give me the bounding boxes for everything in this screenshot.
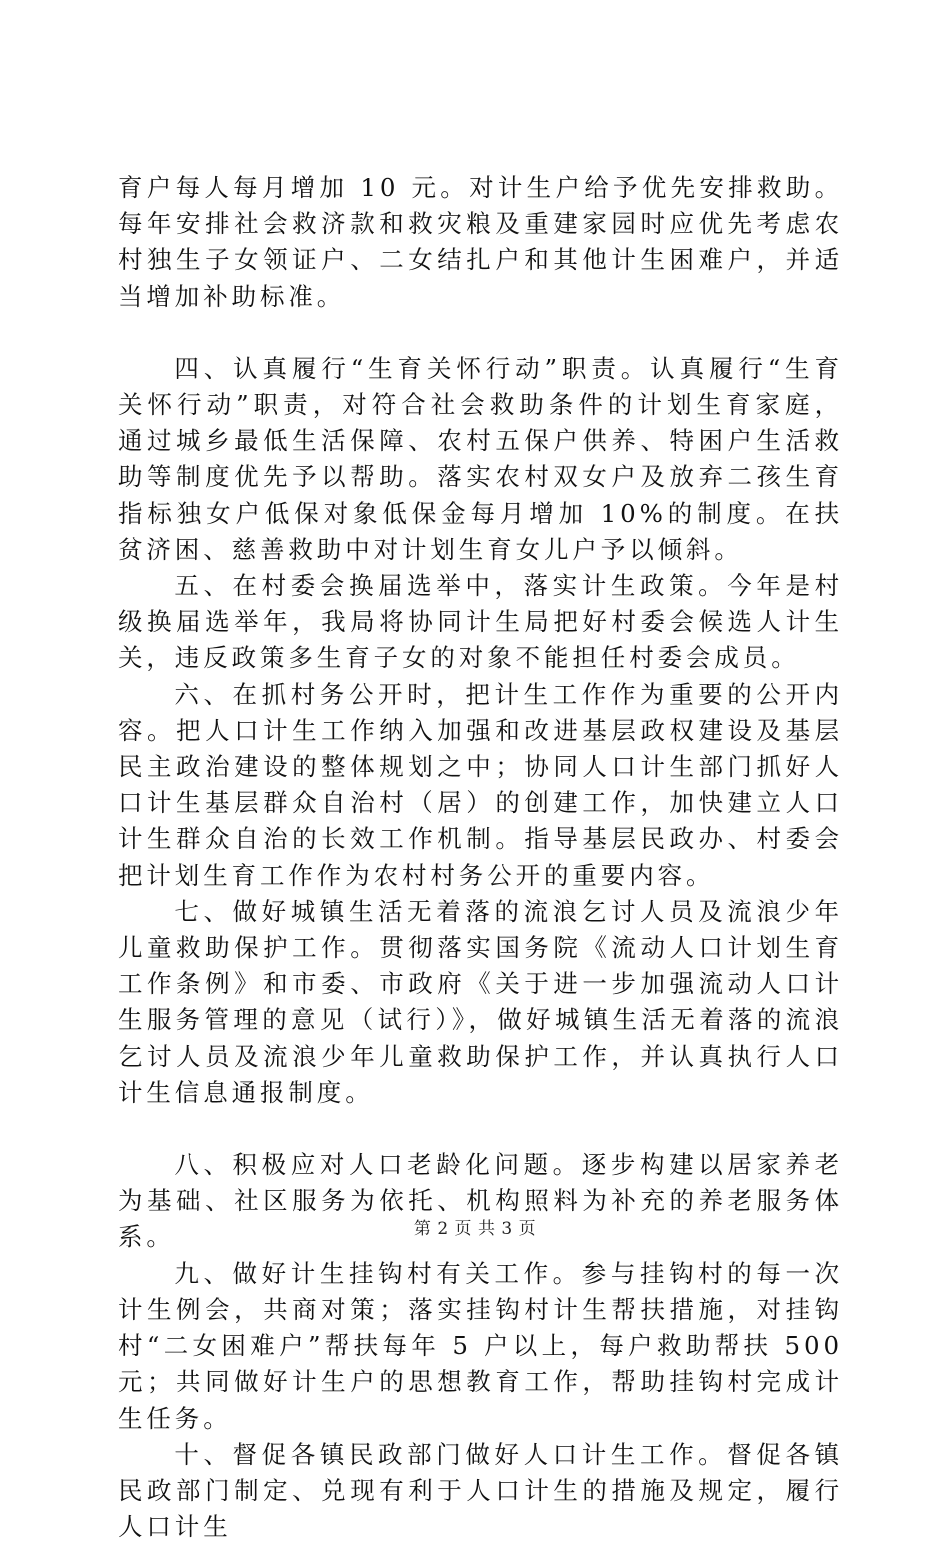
paragraph-gap xyxy=(118,315,843,351)
paragraph-item-4: 四、认真履行“生育关怀行动”职责。认真履行“生育关怀行动”职责，对符合社会救助条件的计划生育家庭，通过城乡最低生活保障、农村五保户供养、特困户生活救助等制度优先予以帮助。落实农村双女户及放弃二孩生育指标独女户低保对象低保金每月增加 10%的制度。在扶贫济困、慈善救助中对计划生育女儿户予以倾斜。 xyxy=(118,353,843,564)
paragraph-item-6: 六、在抓村务公开时，把计生工作作为重要的公开内容。把人口计生工作纳入加强和改进基层政权建设及基层民主政治建设的整体规划之中；协同人口计生部门抓好人口计生基层群众自治村（居）的创建工作，加快建立人口计生群众自治的长效工作机制。指导基层民政办、村委会把计划生育工作作为农村村务公开的重要内容。 xyxy=(118,679,843,890)
paragraph-gap xyxy=(118,1111,843,1147)
paragraph-item-8: 八、积极应对人口老龄化问题。逐步构建以居家养老为基础、社区服务为依托、机构照料为补充的养老服务体系。 xyxy=(118,1150,843,1252)
document-body xyxy=(118,170,843,1545)
paragraph-item-7: 七、做好城镇生活无着落的流浪乞讨人员及流浪少年儿童救助保护工作。贯彻落实国务院《流动人口计划生育工作条例》和市委、市政府《关于进一步加强流动人口计生服务管理的意见（试行）》，做好城镇生活无着落的流浪乞讨人员及流浪少年儿童救助保护工作，并认真执行人口计生信息通报制度。 xyxy=(118,896,843,1107)
paragraph-continuation: 育户每人每月增加 10 元。对计生户给予优先安排救助。每年安排社会救济款和救灾粮及重建家园时应优先考虑农村独生子女领证户、二女结扎户和其他计生困难户，并适当增加补助标准。 xyxy=(118,173,843,311)
paragraph-item-10: 十、督促各镇民政部门做好人口计生工作。督促各镇民政部门制定、兑现有利于人口计生的措施及规定，履行人口计生 xyxy=(118,1439,843,1542)
page-footer: 第 2 页 共 3 页 xyxy=(413,1219,537,1239)
paragraph-item-5: 五、在村委会换届选举中，落实计生政策。今年是村级换届选举年，我局将协同计生局把好村委会候选人计生关，违反政策多生育子女的对象不能担任村委会成员。 xyxy=(118,571,843,673)
paragraph-item-9: 九、做好计生挂钩村有关工作。参与挂钩村的每一次计生例会，共商对策；落实挂钩村计生帮扶措施，对挂钩村“二女困难户”帮扶每年 5 户以上，每户救助帮扶 500 元；共同做好计生户的思想教育工作，帮助挂钩村完成计生任务。 xyxy=(118,1258,843,1433)
